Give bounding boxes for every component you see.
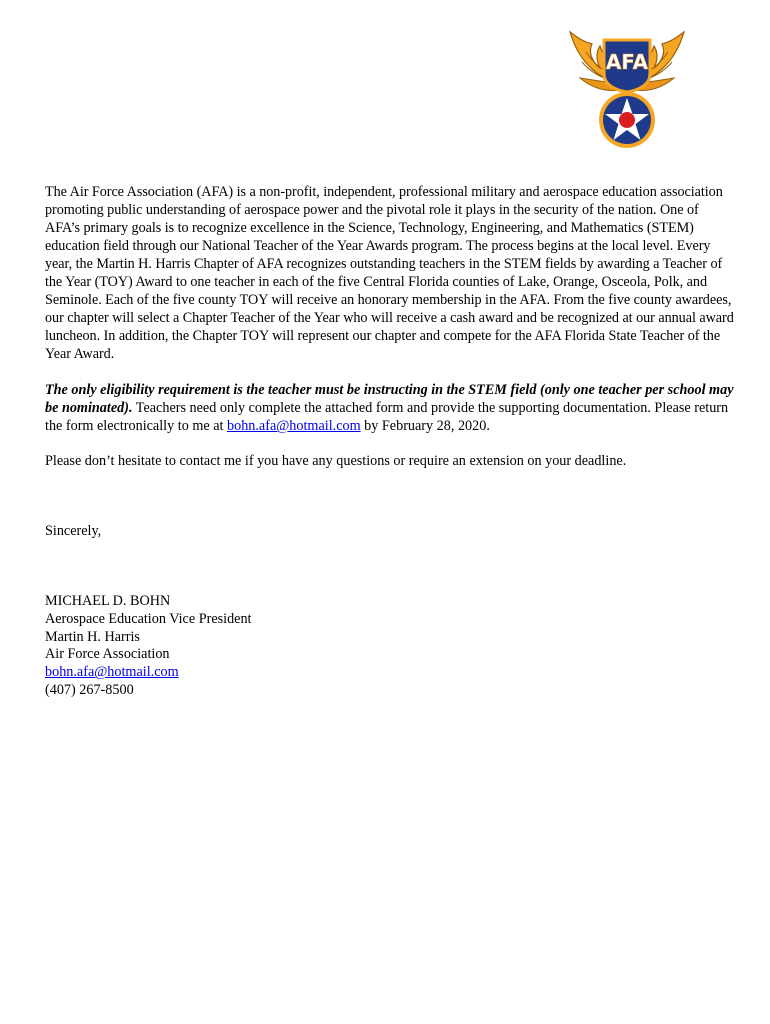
- logo-text: AFA: [605, 50, 649, 74]
- eligibility-emphasis: The only eligibility requirement is the teacher must be instructing in the STEM field (only one teacher per school may be nominated).: [45, 382, 734, 416]
- letter-body: [45, 183, 735, 470]
- signature-email-link[interactable]: bohn.afa@hotmail.com: [45, 664, 179, 681]
- closing: Sincerely,: [45, 523, 102, 539]
- signer-title: Aerospace Education Vice President: [45, 610, 252, 627]
- signer-chapter: Martin H. Harris: [45, 628, 140, 645]
- shield-icon: [604, 40, 650, 92]
- signer-organization: Air Force Association: [45, 646, 170, 663]
- roundel-icon: [599, 92, 655, 148]
- contact-paragraph: Please don’t hesitate to contact me if you have any questions or require an extension on your deadline.: [45, 453, 627, 469]
- signer-phone: (407) 267-8500: [45, 681, 134, 698]
- signature-block: [45, 593, 252, 700]
- afa-logo: [562, 22, 692, 152]
- deadline-text: by February 28, 2020.: [360, 418, 490, 434]
- signer-name: MICHAEL D. BOHN: [45, 593, 171, 609]
- intro-paragraph: The Air Force Association (AFA) is a non-profit, independent, professional military and aerospace education association promoting public understanding of aerospace power and the pivotal role it plays in the security of the nation. One of AFA’s primary goals is to recognize excellence in the Science, Technology, Engineering, and Mathematics (STEM) education field through our National Teacher of the Year Awards program. The process begins at the local level. Every year, the Martin H. Harris Chapter of AFA recognizes outstanding teachers in the STEM fields by awarding a Teacher of the Year (TOY) Award to one teacher in each of the five Central Florida counties of Lake, Orange, Osceola, Polk, and Seminole. Each of the five county TOY will receive an honorary membership in the AFA. From the five county awardees, our chapter will select a Chapter Teacher of the Year who will receive a cash award and be recognized at our annual award luncheon. In addition, the Chapter TOY will represent our chapter and compete for the AFA Florida State Teacher of the Year Award.: [45, 184, 734, 362]
- email-link[interactable]: bohn.afa@hotmail.com: [227, 418, 361, 434]
- eligibility-text: Teachers need only complete the attached form and provide the supporting documentation. Please return the form electronically to me at: [45, 400, 729, 434]
- eligibility-paragraph: [45, 381, 735, 435]
